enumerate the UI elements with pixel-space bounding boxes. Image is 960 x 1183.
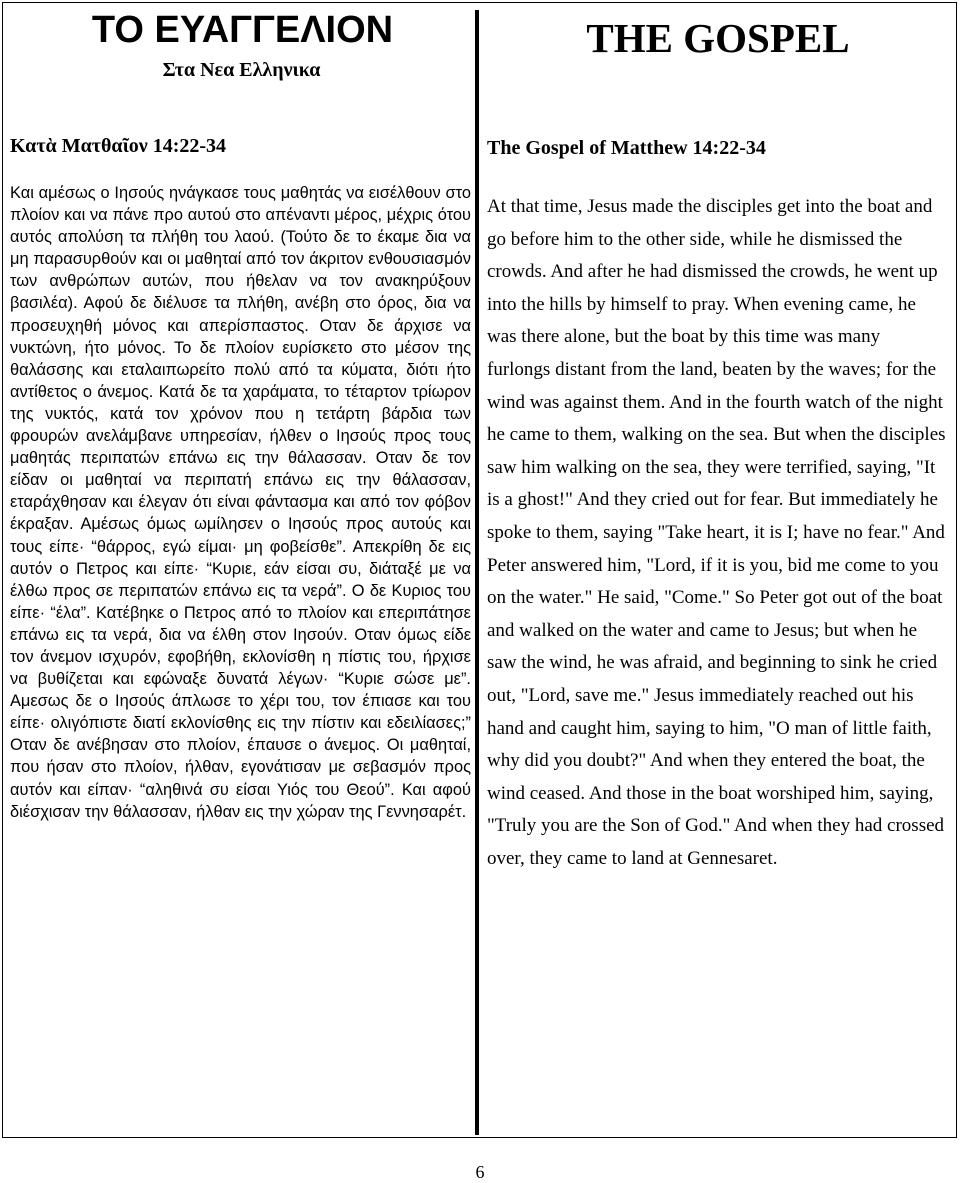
english-heading: The Gospel of Matthew 14:22-34 — [487, 137, 766, 159]
greek-subtitle: Στα Νεα Ελληνικα — [162, 58, 321, 81]
greek-title: ΤΟ ΕΥΑΓΓΕΛΙΟΝ — [91, 9, 394, 51]
english-title: THE GOSPEL — [586, 15, 850, 61]
greek-heading: Κατὰ Ματθαῖον 14:22-34 — [10, 135, 227, 157]
english-body-text: At that time, Jesus made the disciples get into the boat and go before him to the other side, while he dismissed the crowds. And after he had dismissed the crowds, he went up into the hills by himself to pray. When evening came, he was there alone, but the boat by this time was many furlongs distant from the land, beaten by the waves; for the wind was against them. And in the fourth watch of the night he came to them, walking on the sea. But when the disciples saw him walking on the sea, they were terrified, saying, "It is a ghost!" And they cried out for fear. But immediately he spoke to them, saying "Take heart, it is I; have no fear." And Peter answered him, "Lord, if it is you, bid me come to you on the water." He said, "Come." So Peter got out of the boat and walked on the water and came to Jesus; but when he saw the wind, he was afraid, and beginning to sink he cried out, "Lord, save me." Jesus immediately reached out his hand and caught him, saying to him, "O man of little faith, why did you doubt?" And when they entered the boat, the wind ceased. And those in the boat worshiped him, saying, "Truly you are the Son of God." And when they had crossed over, they came to land at Gennesaret. — [487, 196, 946, 869]
greek-body-text: Και αμέσως ο Ιησούς ηνάγκασε τους μαθητάς να εισέλθουν στο πλοίον και να πάνε προ αυτού στο απέναντι μέρος, μέχρις ότου αυτός απολύση τα πλήθη του λαού. (Τούτο δε το έκαμε δια να μη παρασυρθούν και οι μαθηταί από τον άκριτον ενθουσιασμόν των ανθρώπων αυτών, που ήθελαν να τον ανακηρύξουν βασιλέα). Αφού δε διέλυσε τα πλήθη, ανέβη στο όρος, δια να προσευχηθή μόνος και απερίσπαστος. Οταν δε άρχισε να νυκτώνη, ήτο μόνος. Το δε πλοίον ευρίσκετο στο μέσον της θαλάσσης και εταλαιπωρείτο πολύ από τα κύματα, διότι ήτο αντίθετος ο άνεμος. Κατά δε τα χαράματα, το τέταρτον τρίωρον της νυκτός, κατά τον χρόνον που η τετάρτη βάρδια των φρουρών ανελάμβανε υπηρεσίαν, ήλθεν ο Ιησούς προς τους μαθητάς περιπατών επάνω εις την θάλασσαν. Οταν δε τον είδαν οι μαθηταί να περιπατή επάνω εις την θάλασσαν, εταράχθησαν και έλεγαν ότι είναι φάντασμα και από τον φόβον έκραξαν. Αμέσως όμως ωμίλησεν ο Ιησούς προς αυτούς και τους είπε· “θάρρος, εγώ είμαι· μη φοβείσθε”. Απεκρίθη δε εις αυτόν ο Πετρος και είπε· “Κυριε, εάν είσαι συ, διάταξέ με να έλθω προς σε περιπατών επάνω εις τα νερά”. Ο δε Κυριος του είπε· “έλα”. Κατέβηκε ο Πετρος από το πλοίον και επεριπάτησε επάνω εις τα νερά, δια να έλθη στον Ιησούν. Οταν όμως είδε τον άνεμον ισχυρόν, εφοβήθη, εκλονίσθη η πίστις του, ήρχισε να βυθίζεται και εφώναξε δυνατά λέγων· “Κυριε σώσε με”. Αμεσως δε ο Ιησούς άπλωσε το χέρι του, τον έπιασε και του είπε· ολιγόπιστε διατί εκλονίσθης εις την πίστιν και εδειλίασες;” Οταν δε ανέβησαν στο πλοίον, έπαυσε ο άνεμος. Οι μαθηταί, που ήσαν στο πλοίον, ήλθαν, εγονάτισαν με σεβασμόν προς αυτόν και είπαν· “αληθινά συ είσαι Υιός του Θεού”. Και αφού διέσχισαν την θάλασσαν, ήλθαν εις την χώραν της Γεννησαρέτ. — [10, 184, 471, 821]
page-number: 6 — [475, 1162, 485, 1182]
greek-column — [10, 2, 473, 821]
column-divider — [475, 10, 479, 1135]
english-column — [487, 2, 949, 869]
